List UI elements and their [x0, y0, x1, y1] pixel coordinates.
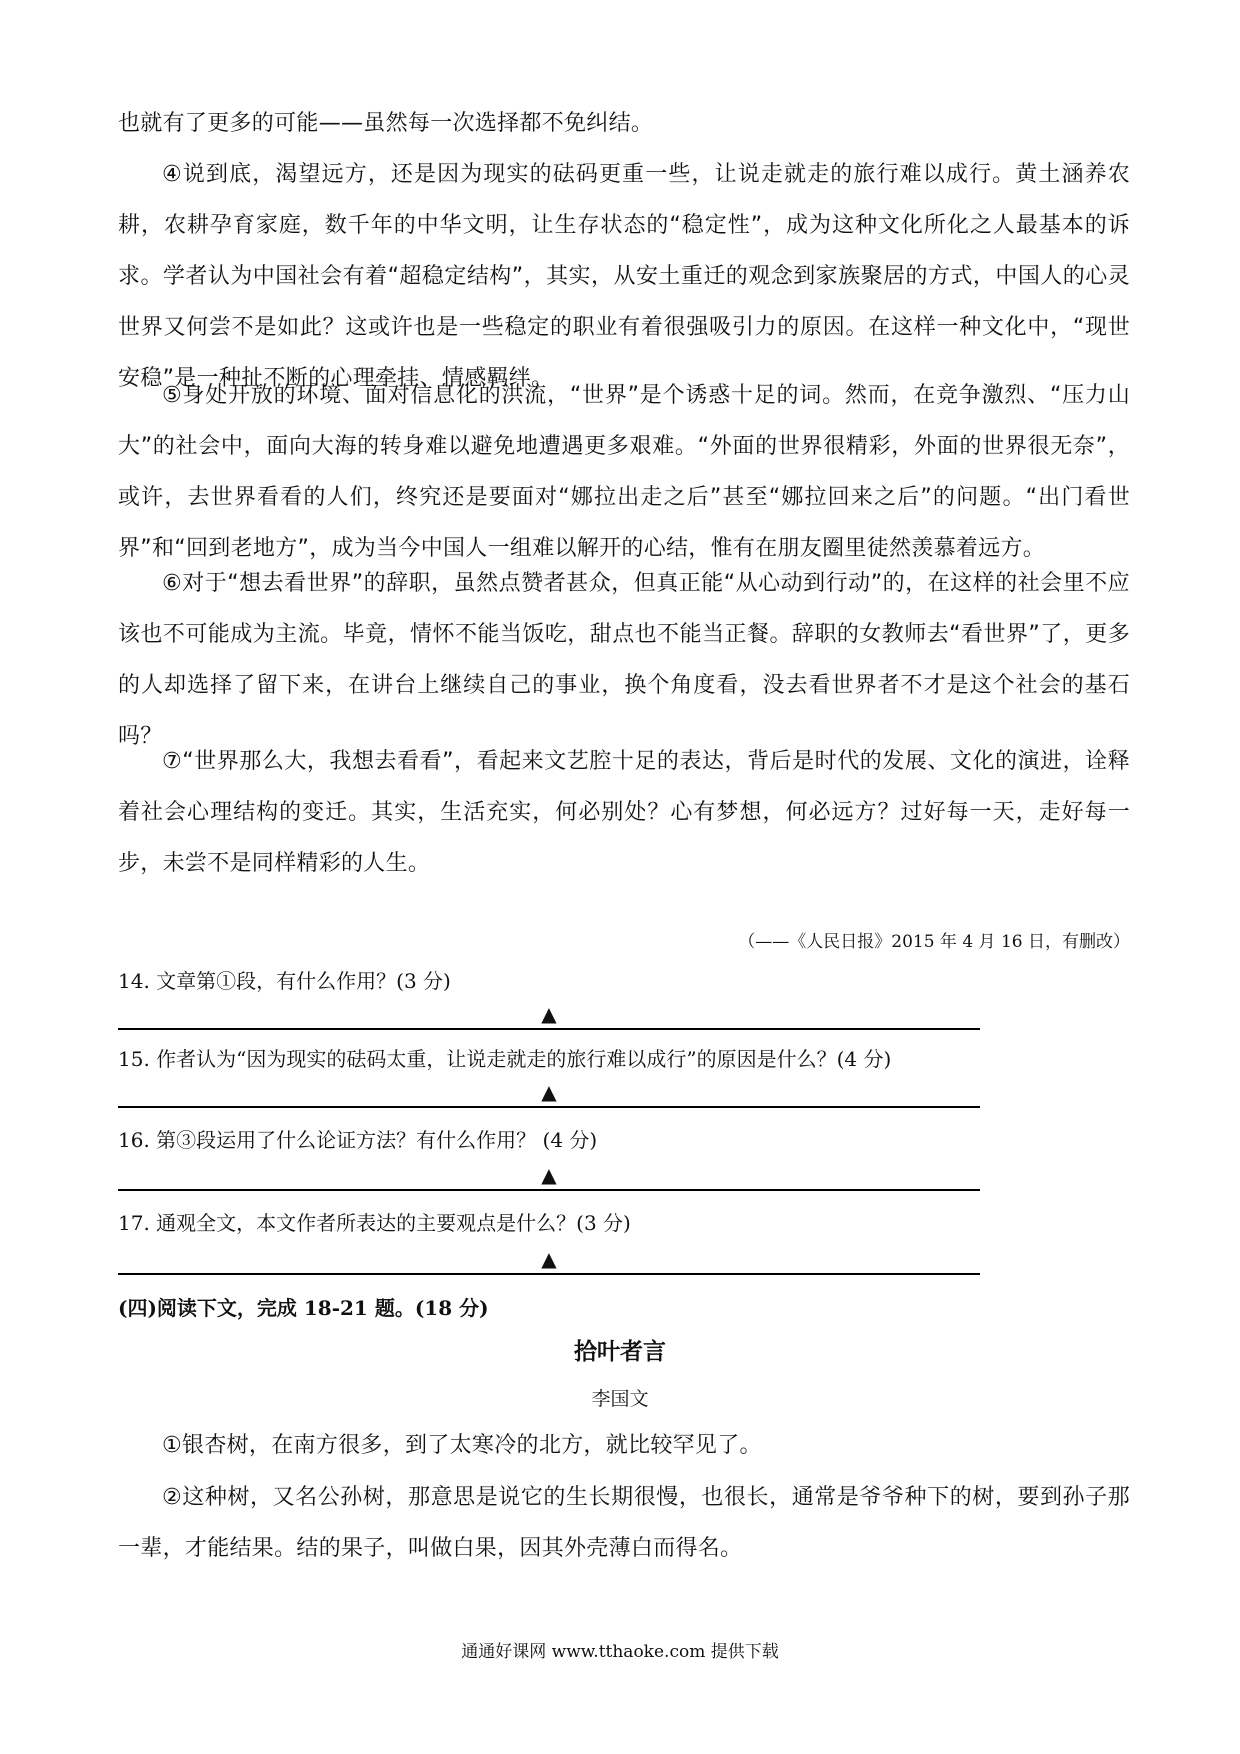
paragraph-4: ④说到底，渴望远方，还是因为现实的砝码更重一些，让说走就走的旅行难以成行。黄土涵养农耕，农耕孕育家庭，数千年的中华文明，让生存状态的“稳定性”，成为这种文化所化之人最基本的诉求。学者认为中国社会有着“超稳定结构”，其实，从安土重迁的观念到家族聚居的方式，中国人的心灵世界又何尝不是如此？这或许也是一些稳定的职业有着很强吸引力的原因。在这样一种文化中，“现世安稳”是一种扯不断的心理牵挂、情感羁绊。 [118, 162, 1130, 391]
answer-marker-icon: ▲ [541, 1002, 557, 1026]
passage-paragraph-2: ②这种树，又名公孙树，那意思是说它的生长期很慢，也很长，通常是爷爷种下的树，要到孙子那一辈，才能结果。结的果子，叫做白果，因其外壳薄白而得名。 [118, 1485, 1130, 1561]
section-heading: (四)阅读下文，完成 18-21 题。(18 分) [118, 1296, 489, 1320]
question-15: 15. 作者认为“因为现实的砝码太重，让说走就走的旅行难以成行”的原因是什么？(4 分) [118, 1047, 892, 1071]
question-17: 17. 通观全文，本文作者所表达的主要观点是什么？(3 分) [118, 1211, 631, 1235]
answer-marker-icon: ▲ [541, 1163, 557, 1187]
answer-marker-icon: ▲ [541, 1247, 557, 1271]
answer-marker-icon: ▲ [541, 1080, 557, 1104]
passage-paragraph-1: ①银杏树，在南方很多，到了太寒冷的北方，就比较罕见了。 [162, 1433, 762, 1458]
article-source: （——《人民日报》2015 年 4 月 16 日，有删改） [738, 932, 1130, 952]
question-14: 14. 文章第①段，有什么作用？(3 分) [118, 969, 451, 993]
page-footer: 通通好课网 www.tthaoke.com 提供下载 [461, 1642, 779, 1662]
answer-line [118, 1189, 980, 1191]
paragraph-continuation: 也就有了更多的可能——虽然每一次选择都不免纠结。 [118, 111, 654, 136]
answer-field-15[interactable] [118, 1078, 980, 1108]
paragraph-6: ⑥对于“想去看世界”的辞职，虽然点赞者甚众，但真正能“从心动到行动”的，在这样的社会里不应该也不可能成为主流。毕竟，情怀不能当饭吃，甜点也不能当正餐。辞职的女教师去“看世界”了，更多的人却选择了留下来，在讲台上继续自己的事业，换个角度看，没去看世界者不才是这个社会的基石吗？ [118, 571, 1130, 749]
paragraph-7: ⑦“世界那么大，我想去看看”，看起来文艺腔十足的表达，背后是时代的发展、文化的演进，诠释着社会心理结构的变迁。其实，生活充实，何必别处？心有梦想，何必远方？过好每一天，走好每一步，未尝不是同样精彩的人生。 [118, 749, 1130, 876]
answer-field-16[interactable] [118, 1161, 980, 1191]
passage-title: 拾叶者言 [574, 1339, 666, 1365]
answer-field-14[interactable] [118, 1000, 980, 1030]
question-16: 16. 第③段运用了什么论证方法？有什么作用？ (4 分) [118, 1128, 598, 1152]
answer-line [118, 1106, 980, 1108]
answer-line [118, 1028, 980, 1030]
answer-field-17[interactable] [118, 1245, 980, 1275]
answer-line [118, 1273, 980, 1275]
passage-author: 李国文 [591, 1388, 649, 1410]
paragraph-5: ⑤身处开放的环境、面对信息化的洪流，“世界”是个诱惑十足的词。然而，在竞争激烈、“压力山大”的社会中，面向大海的转身难以避免地遭遇更多艰难。“外面的世界很精彩，外面的世界很无奈”，或许，去世界看看的人们，终究还是要面对“娜拉出走之后”甚至“娜拉回来之后”的问题。“出门看世界”和“回到老地方”，成为当今中国人一组难以解开的心结，惟有在朋友圈里徒然羡慕着远方。 [118, 383, 1130, 561]
